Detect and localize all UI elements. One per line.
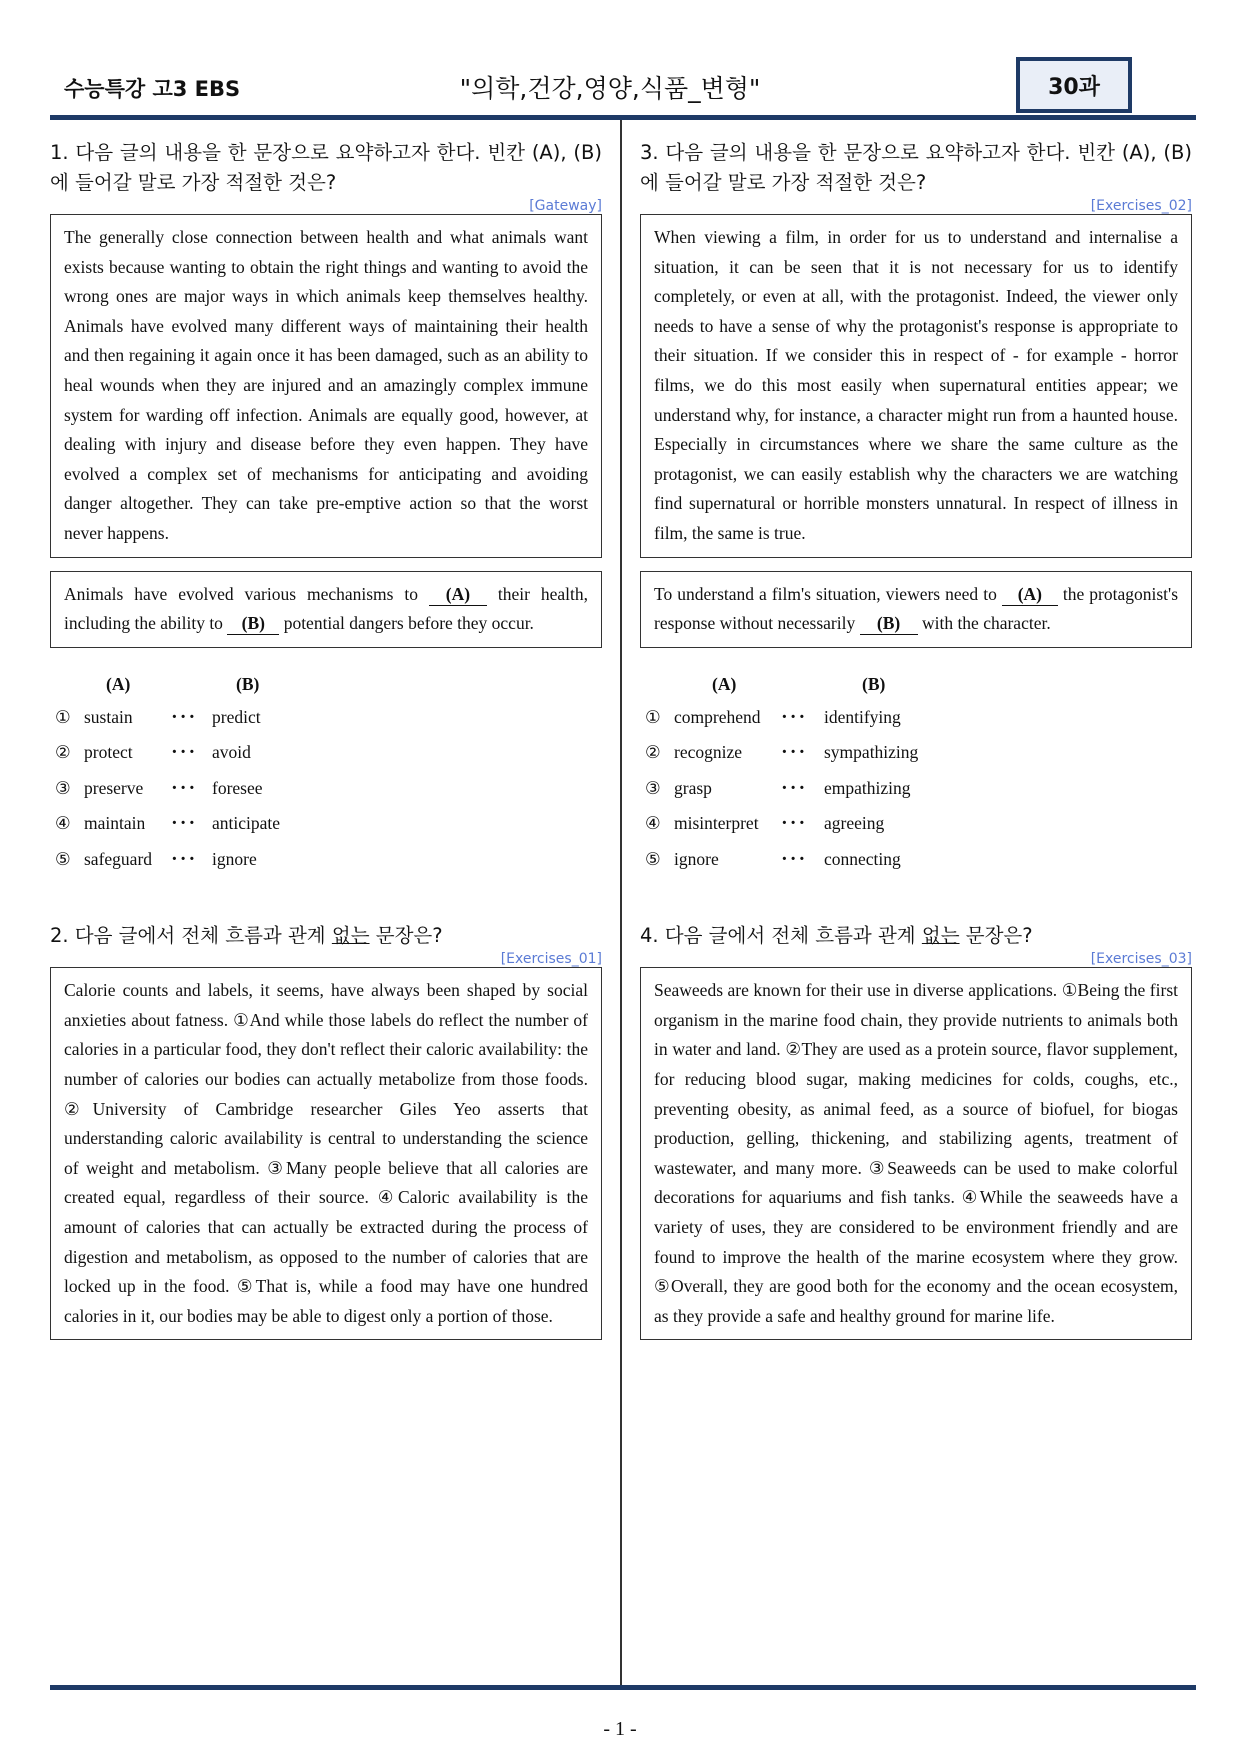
choice-dots: ･･･ — [780, 848, 807, 869]
question-2 — [50, 921, 602, 1340]
choice-b: ignore — [212, 848, 257, 869]
choice-dots: ･･･ — [170, 777, 197, 798]
choice-a: misinterpret — [674, 813, 759, 834]
question-1 — [50, 120, 602, 877]
summary-text: the protagonist's response without necessarily — [654, 583, 1179, 634]
blank-a: (A) — [429, 583, 487, 606]
page-number: - 1 - — [603, 1718, 637, 1740]
choice-number: ⑤ — [645, 848, 661, 869]
summary-text: their health, including the ability to — [64, 583, 589, 634]
choice-number: ③ — [645, 777, 661, 798]
column-b-label: (B) — [236, 673, 260, 694]
choice-a: safeguard — [84, 848, 153, 869]
choice-b: anticipate — [212, 813, 281, 834]
blank-b: (B) — [227, 612, 279, 635]
choice-dots: ･･･ — [170, 742, 197, 763]
choice-b: identifying — [824, 706, 901, 727]
choice-dots: ･･･ — [780, 813, 807, 834]
answer-choice-5[interactable] — [50, 842, 602, 878]
answer-choice-1[interactable] — [50, 700, 602, 736]
question-4-source-tag: [Exercises_03] — [1090, 951, 1192, 968]
answer-choice-4[interactable] — [640, 806, 1192, 842]
choice-a: sustain — [84, 706, 133, 727]
choice-number: ⑤ — [55, 848, 71, 869]
question-1-summary — [50, 571, 602, 648]
choice-header — [640, 674, 1192, 700]
question-4 — [640, 921, 1192, 1340]
question-1-source-tag: [Gateway] — [529, 198, 602, 214]
choice-number: ① — [55, 706, 71, 727]
choice-a: maintain — [84, 813, 146, 834]
header-title: "의학,건강,영양,식품_변형" — [459, 74, 761, 103]
question-3-summary — [640, 571, 1192, 648]
answer-choice-2[interactable] — [640, 735, 1192, 771]
prompt-text: 문장은? — [375, 924, 443, 948]
choice-b: foresee — [212, 777, 263, 798]
prompt-underlined: 없는 — [331, 924, 370, 948]
answer-choice-2[interactable] — [50, 735, 602, 771]
blank-b: (B) — [860, 612, 918, 635]
choice-a: preserve — [84, 777, 144, 798]
choice-b: agreeing — [824, 813, 885, 834]
question-1-prompt: 1. 다음 글의 내용을 한 문장으로 요약하고자 한다. 빈칸 (A), (B)에 들어갈 말로 가장 적절한 것은? — [50, 141, 602, 194]
choice-a: comprehend — [674, 706, 761, 727]
summary-text: To understand a film's situation, viewers need to — [654, 583, 997, 604]
choice-dots: ･･･ — [170, 848, 197, 869]
choice-number: ① — [645, 706, 661, 727]
choice-number: ④ — [645, 813, 661, 834]
question-2-source-tag: [Exercises_01] — [500, 951, 602, 968]
answer-choice-5[interactable] — [640, 842, 1192, 878]
answer-choice-4[interactable] — [50, 806, 602, 842]
choice-number: ③ — [55, 777, 71, 798]
choice-b: sympathizing — [824, 742, 919, 763]
choice-a: recognize — [674, 742, 743, 763]
column-divider — [620, 120, 622, 1685]
blank-a: (A) — [1002, 583, 1058, 606]
summary-text: with the character. — [921, 613, 1051, 634]
summary-text: potential dangers before they occur. — [283, 613, 534, 634]
question-2-prompt — [50, 921, 602, 951]
answer-choice-3[interactable] — [50, 771, 602, 807]
choice-number: ④ — [55, 813, 71, 834]
question-2-passage: Calorie counts and labels, it seems, have always been shaped by social anxieties about fatness. ①And while those labels do reflect the number of calories in a particular food, they don't reflect their caloric availability: the number of calories our bodies can actually metabolize from those foods. ②University of Cambridge researcher Giles Yeo asserts that understanding caloric availability is central to understanding the science of weight and metabolism. ③Many people believe that all calories are created equal, regardless of their source. ④Caloric availability is the amount of calories that can actually be extracted during the process of digestion and metabolism, as opposed to the number of calories that are locked up in the food. ⑤That is, while a food may have one hundred calories in it, our bodies may be able to digest only a portion of those. — [50, 967, 602, 1340]
summary-text: Animals have evolved various mechanisms to — [64, 583, 419, 604]
choice-a: protect — [84, 742, 133, 763]
choice-header — [50, 674, 602, 700]
question-3 — [640, 120, 1192, 877]
left-column — [50, 120, 602, 1340]
choice-dots: ･･･ — [780, 706, 807, 727]
header-subject: 수능특강 고3 EBS — [64, 77, 241, 101]
choice-a: ignore — [674, 848, 719, 869]
answer-choice-1[interactable] — [640, 700, 1192, 736]
choice-b: connecting — [824, 848, 901, 869]
choice-dots: ･･･ — [780, 777, 807, 798]
choice-b: predict — [212, 706, 261, 727]
question-3-source-tag: [Exercises_02] — [1090, 198, 1192, 214]
question-3-prompt: 3. 다음 글의 내용을 한 문장으로 요약하고자 한다. 빈칸 (A), (B)에 들어갈 말로 가장 적절한 것은? — [640, 141, 1192, 194]
prompt-text: 2. 다음 글에서 전체 흐름과 관계 — [50, 924, 326, 948]
choice-dots: ･･･ — [170, 813, 197, 834]
column-a-label: (A) — [106, 673, 131, 694]
choice-dots: ･･･ — [170, 706, 197, 727]
choice-b: avoid — [212, 742, 251, 763]
page-header — [50, 55, 1196, 117]
choice-dots: ･･･ — [780, 742, 807, 763]
question-1-choices — [50, 674, 602, 878]
choice-number: ② — [55, 742, 71, 763]
question-1-passage: The generally close connection between health and what animals want exists because wanting to obtain the right things and wanting to avoid the wrong ones are major ways in which animals keep themselves healthy. Animals have evolved many different ways of maintaining their health and then regaining it again once it has been damaged, such as an ability to heal wounds when they are injured and an amazingly complex immune system for warding off infection. Animals are equally good, however, at dealing with injury and disease before they even happen. They have evolved a complex set of mechanisms for anticipating and avoiding danger altogether. They can take pre-emptive action so that the worst never happens. — [50, 214, 602, 558]
prompt-text: 4. 다음 글에서 전체 흐름과 관계 — [640, 924, 916, 948]
question-4-passage: Seaweeds are known for their use in diverse applications. ①Being the first organism in the marine food chain, they provide nutrients to animals both in water and land. ②They are used as a protein source, flavor supplement, for reducing blood sugar, making medicines for colds, coughs, etc., preventing obesity, as animal feed, as a source of biofuel, for biogas production, gelling, thickening, and stabilizing agents, treatment of wastewater, and many more. ③Seaweeds can be used to make colorful decorations for aquariums and fish tanks. ④While the seaweeds have a variety of uses, they are considered to be environment friendly and are found to improve the health of the marine ecosystem where they grow. ⑤Overall, they are good both for the economy and the ocean ecosystem, as they provide a safe and healthy ground for marine life. — [640, 967, 1192, 1340]
right-column — [640, 120, 1192, 1340]
lesson-badge: 30과 — [1016, 57, 1132, 113]
choice-b: empathizing — [824, 777, 911, 798]
column-b-label: (B) — [862, 673, 886, 694]
question-3-choices — [640, 674, 1192, 878]
choice-number: ② — [645, 742, 661, 763]
prompt-underlined: 없는 — [921, 924, 960, 948]
answer-choice-3[interactable] — [640, 771, 1192, 807]
prompt-text: 문장은? — [965, 924, 1033, 948]
footer-rule — [50, 1685, 1196, 1690]
question-3-passage: When viewing a film, in order for us to understand and internalise a situation, it can be seen that it is not necessary for us to identify completely, or even at all, with the protagonist. Indeed, the viewer only needs to have a sense of why the protagonist's response is appropriate to their situation. If we consider this in respect of - for example - horror films, we do this most easily when supernatural entities appear; we understand why, for instance, a character might run from a haunted house. Especially in circumstances where we share the same culture as the protagonist, we can easily establish why the characters we are watching find supernatural or horrible monsters unnatural. In respect of illness in film, the same is true. — [640, 214, 1192, 558]
choice-a: grasp — [674, 777, 712, 798]
column-a-label: (A) — [712, 673, 737, 694]
question-4-prompt — [640, 921, 1192, 951]
